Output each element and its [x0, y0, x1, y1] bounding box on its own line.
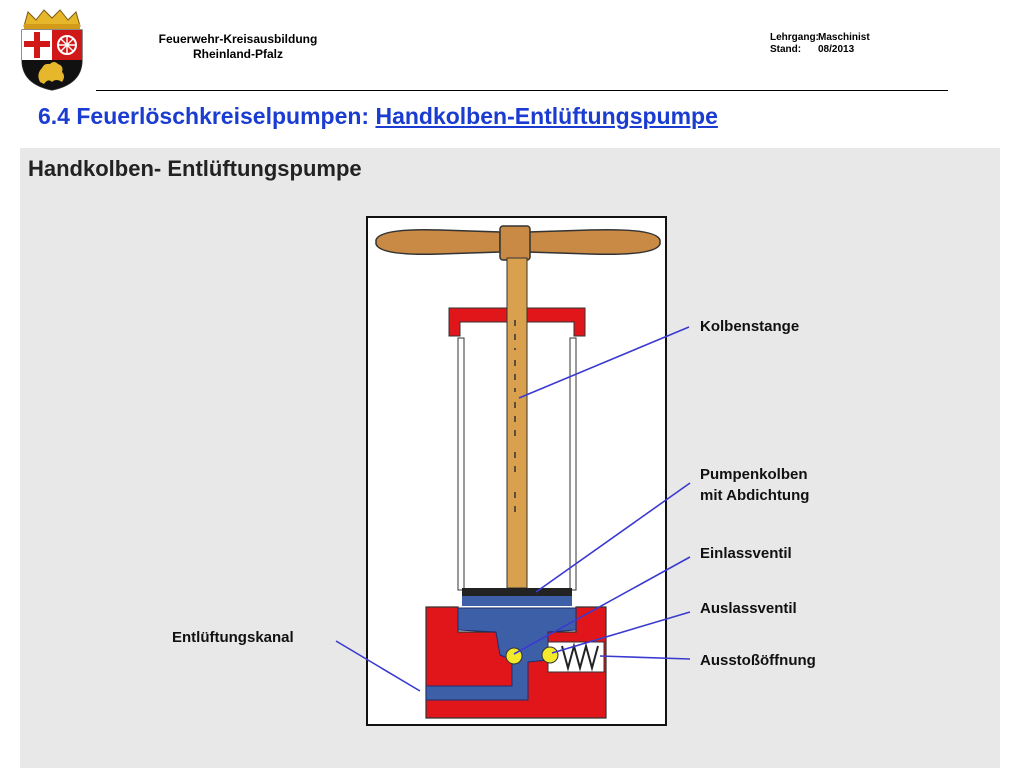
label-pumpenkolben-line-2: mit Abdichtung — [700, 487, 810, 504]
outlet-valve-ball — [542, 647, 558, 663]
handle-right-grip — [528, 230, 660, 255]
handle-left-grip — [376, 230, 500, 255]
label-entlueftungskanal: Entlüftungskanal — [172, 629, 294, 646]
course-value: Maschinist — [818, 32, 870, 43]
status-value: 08/2013 — [818, 44, 855, 55]
label-einlassventil: Einlassventil — [700, 545, 792, 562]
label-pumpenkolben-line-1: Pumpenkolben — [700, 466, 808, 483]
course-key: Lehrgang: — [770, 32, 819, 43]
label-ausstossoeffnung: Ausstoßöffnung — [700, 652, 816, 669]
cylinder-left-wall — [458, 338, 464, 590]
organization-line-2: Rheinland-Pfalz — [192, 47, 283, 61]
piston-body — [462, 596, 572, 606]
piston-rod — [507, 258, 527, 588]
page-title-underlined: Handkolben-Entlüftungspumpe — [375, 103, 718, 129]
handle-hub — [500, 226, 530, 260]
label-kolbenstange: Kolbenstange — [700, 318, 800, 335]
organization-line-1: Feuerwehr-Kreisausbildung — [158, 32, 318, 46]
status-key: Stand: — [770, 44, 802, 55]
page-title-prefix: 6.4 Feuerlöschkreiselpumpen: — [38, 103, 376, 129]
piston-seal — [462, 588, 572, 596]
panel-heading: Handkolben- Entlüftungspumpe — [28, 156, 362, 181]
label-auslassventil: Auslassventil — [700, 600, 797, 617]
